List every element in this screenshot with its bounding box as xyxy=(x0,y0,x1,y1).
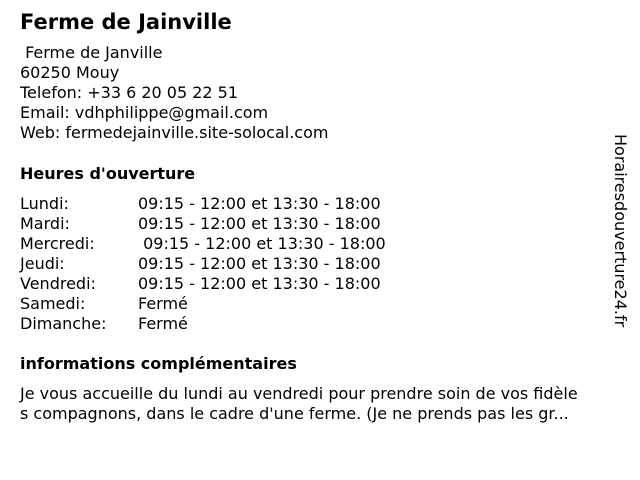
business-name: Ferme de Janville xyxy=(20,43,163,62)
hours-row-sunday xyxy=(20,314,386,334)
hours-heading: Heures d'ouverture xyxy=(20,164,196,183)
closed-status: Fermé xyxy=(138,314,188,333)
additional-info-heading: informations complémentaires xyxy=(20,354,297,373)
info-line-2: s compagnons, dans le cadre d'une ferme. (Je ne prends pas les gr... xyxy=(20,404,569,423)
opening-hours-list xyxy=(20,194,386,334)
day-label: Samedi: xyxy=(20,294,86,313)
day-label: Dimanche: xyxy=(20,314,107,333)
hours-row-wednesday xyxy=(20,234,386,254)
additional-info-text xyxy=(20,384,630,424)
hours-row-friday xyxy=(20,274,386,294)
time-range: 09:15 - 12:00 et 13:30 - 18:00 xyxy=(138,274,381,293)
website-line: Web: fermedejainville.site-solocal.com xyxy=(20,123,329,142)
info-line-1: Je vous accueille du lundi au vendredi pour prendre soin de vos fidèle xyxy=(20,384,578,403)
site-watermark-text: Horairesdouverture24.fr xyxy=(611,134,630,328)
hours-row-monday xyxy=(20,194,386,214)
page-title: Ferme de Jainville xyxy=(20,10,232,34)
postal-city: 60250 Mouy xyxy=(20,63,120,82)
day-label: Lundi: xyxy=(20,194,69,213)
time-range: 09:15 - 12:00 et 13:30 - 18:00 xyxy=(138,214,381,233)
day-label: Mercredi: xyxy=(20,234,95,253)
email-line: Email: vdhphilippe@gmail.com xyxy=(20,103,269,122)
time-range: 09:15 - 12:00 et 13:30 - 18:00 xyxy=(138,194,381,213)
day-label: Jeudi: xyxy=(20,254,65,273)
closed-status: Fermé xyxy=(138,294,188,313)
hours-row-saturday xyxy=(20,294,386,314)
time-range: 09:15 - 12:00 et 13:30 - 18:00 xyxy=(138,234,386,253)
hours-row-thursday xyxy=(20,254,386,274)
contact-block xyxy=(20,43,328,143)
day-label: Mardi: xyxy=(20,214,70,233)
day-label: Vendredi: xyxy=(20,274,96,293)
hours-row-tuesday xyxy=(20,214,386,234)
time-range: 09:15 - 12:00 et 13:30 - 18:00 xyxy=(138,254,381,273)
phone-line: Telefon: +33 6 20 05 22 51 xyxy=(20,83,239,102)
